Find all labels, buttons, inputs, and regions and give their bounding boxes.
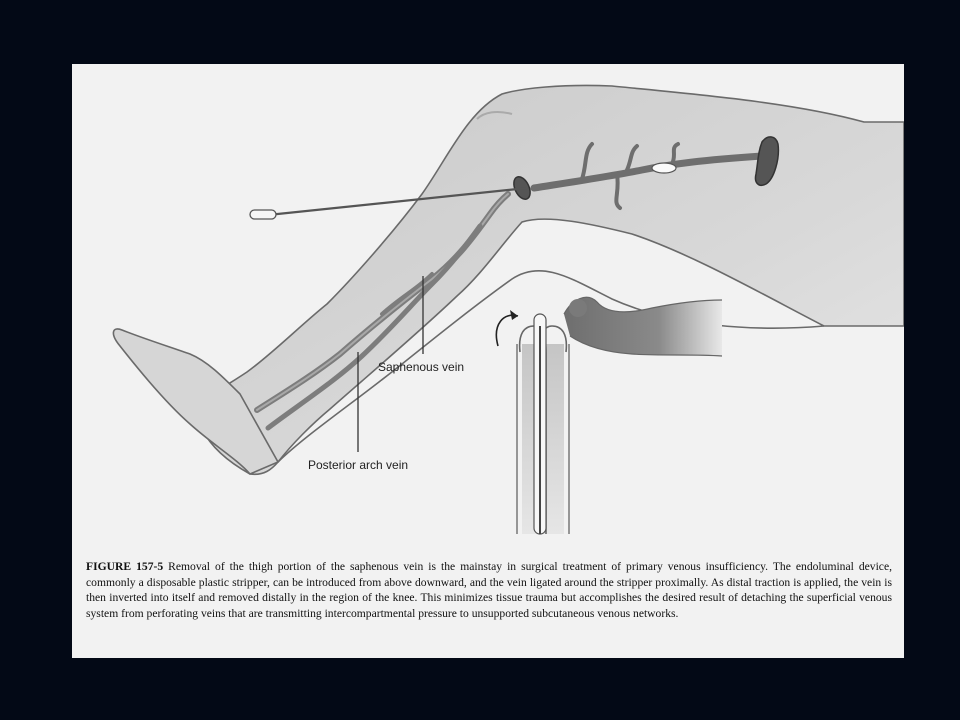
caption-text: Removal of the thigh portion of the saphenous vein is the mainstay in surgical treatment of primary venous insufficiency. The endoluminal device, commonly a disposable plastic stripper, can be introduced from above downward, and the vein ligated around the stripper proximally. As distal traction is applied, the vein is then inverted into itself and removed distally in the region of the knee. This minimizes tissue trauma but accomplishes the desired result of detaching the superficial venous system from perforating veins that are transmitting intercompartmental pressure to unsupported subcutaneous venous networks. — [86, 560, 892, 620]
stripper-head-in-vein — [652, 163, 676, 173]
figure-illustration — [72, 64, 904, 544]
figure-page — [72, 64, 904, 658]
figure-caption — [86, 559, 892, 621]
inset-inversion-detail — [517, 297, 722, 534]
figure-number: FIGURE 157-5 — [86, 560, 164, 573]
posterior-arch-vein-label: Posterior arch vein — [308, 458, 409, 472]
inversion-arrow — [496, 315, 518, 346]
stripper-handle — [250, 210, 276, 219]
saphenous-vein-label: Saphenous vein — [378, 360, 465, 374]
